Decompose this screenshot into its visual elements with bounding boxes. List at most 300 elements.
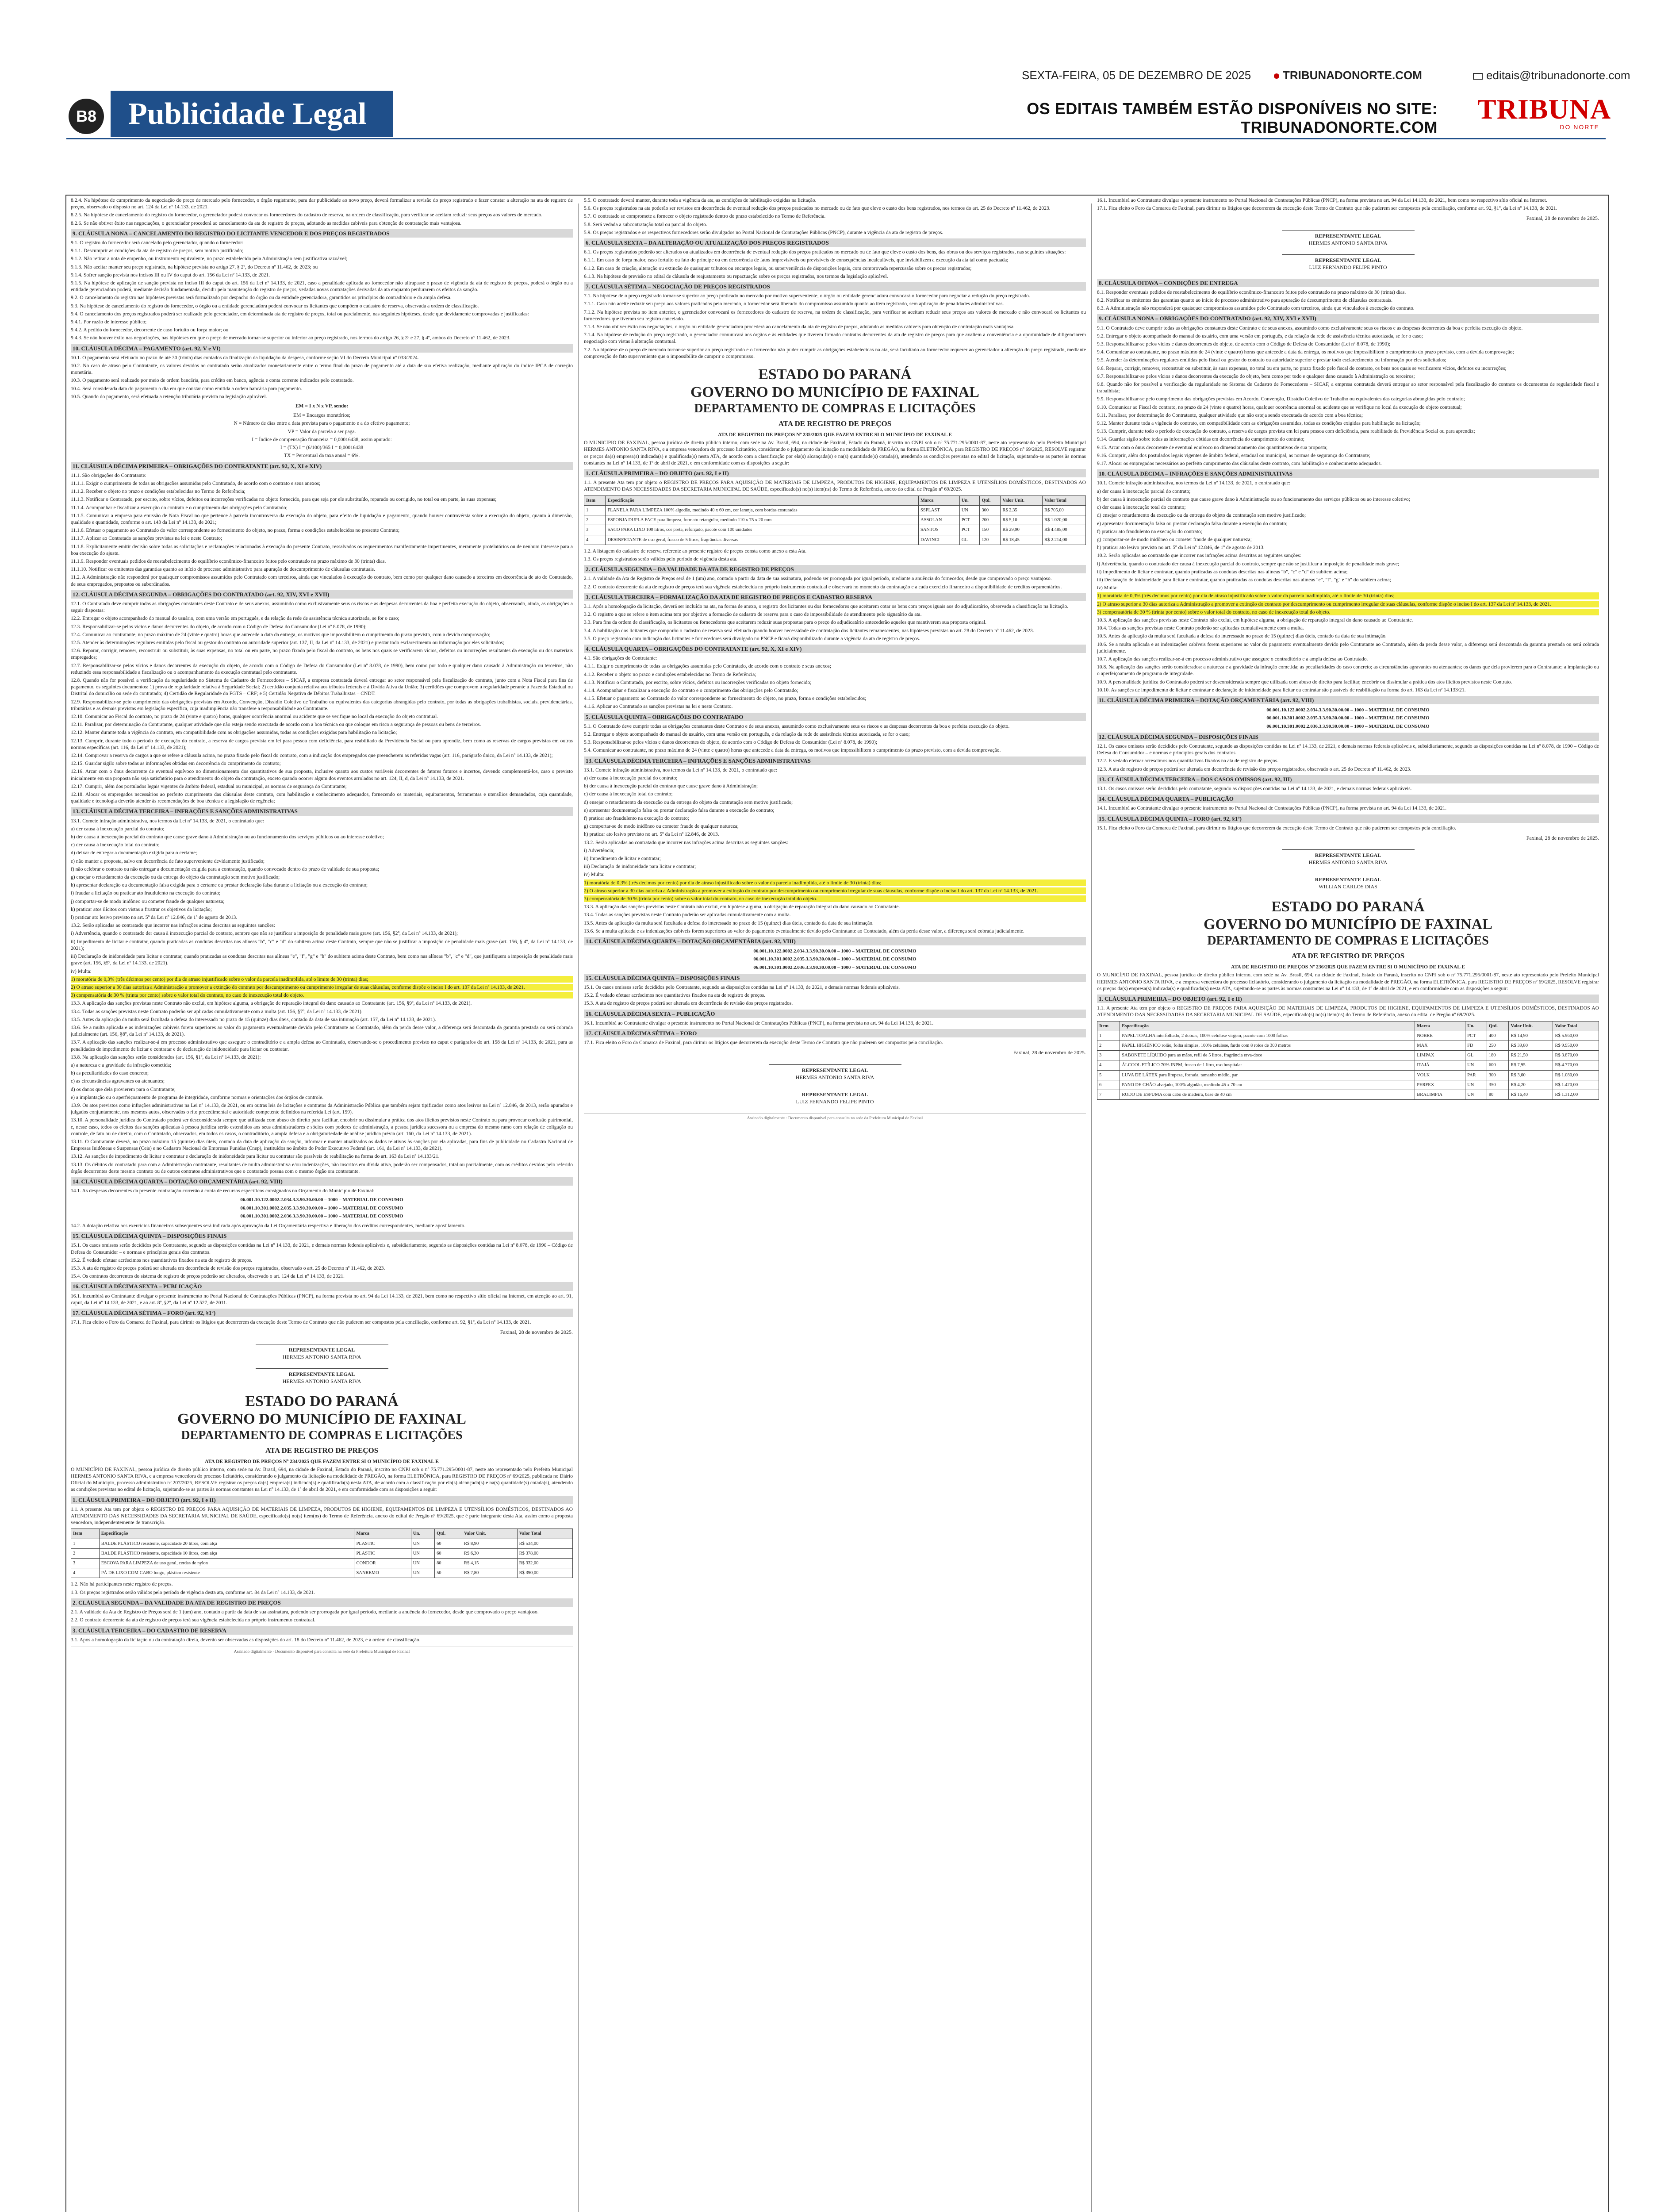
- paragraph: 12.1. Os casos omissos serão decididos pelo Contratante, segundo as disposições contidas na Lei nº 14.133, de 2021, e demais normas federais aplicáveis e, subsidiariamente, segundo as disposições contidas na Lei nº 8.078, de 1990 – Código de Defesa do Consumidor – e normas e princípios gerais dos contratos.: [1097, 743, 1599, 756]
- table-cell: ESPONJA DUPLA FACE para limpeza, formato retangular, medindo 110 x 75 x 20 mm: [606, 515, 919, 525]
- highlighted-penalties: [71, 976, 573, 999]
- paragraph: 9.14. Guardar sigilo sobre todas as informações obtidas em decorrência do cumprimento do contrato;: [1097, 436, 1305, 442]
- table-cell: R$ 1.470,00: [1553, 1080, 1599, 1090]
- table-cell: UN: [1465, 1090, 1487, 1100]
- paragraph: 12.6. Reparar, corrigir, remover, reconstruir ou substituir, às suas expensas, no total ou em parte, no prazo fixado pelo fiscal do contrato, os bens nos quais se verificarem vícios, defeitos ou incorreções resultantes da execução ou dos materiais empregados;: [71, 648, 573, 661]
- paragraph: e) a implantação ou o aperfeiçoamento de programa de integridade, conforme normas e orientações dos órgãos de controle.: [71, 1094, 324, 1100]
- paragraph: 15.4. Os contratos decorrentes do sistema de registro de preços poderão ser alterados, observado o art. 124 da Lei nº 14.133, de 2021.: [71, 1273, 345, 1279]
- paragraph: h) apresentar declaração ou documentação falsa exigida para o certame ou prestar declaração falsa durante a licitação ou a execução do contrato;: [71, 882, 368, 888]
- paragraph: 5.9. Os preços registrados e os respectivos fornecedores serão divulgados no Portal Nacional de Contratações Públicas (PNCP), durante a vigência da ata de registro de preços.: [584, 229, 943, 235]
- table-row: [1097, 1041, 1599, 1051]
- paragraph: 10.10. As sanções de impedimento de licitar e contratar e declaração de inidoneidade para licitar ou contratar são passíveis de reabilitação na forma do art. 163 da Lei nº 14.133/21.: [1097, 687, 1466, 693]
- paragraph: 06.001.10.301.0002.2.035.3.3.90.30.00.00 – 1000 – MATERIAL DE CONSUMO: [240, 1205, 403, 1211]
- paragraph: 15.1. Os casos omissos serão decididos pelo Contratante, segundo as disposições contidas na Lei nº 14.133, de 2021, e demais normas federais aplicáveis.: [584, 984, 900, 991]
- paragraph-group: [71, 1000, 573, 1175]
- paragraph: 5.4. Comunicar ao contratante, no prazo máximo de 24 (vinte e quatro) horas que antecede a data da entrega, os motivos que impossibilitem o cumprimento do prazo previsto, com a devida comprovação.: [584, 747, 1001, 753]
- ata-title: ATA DE REGISTRO DE PREÇOS: [778, 419, 892, 428]
- state-name: ESTADO DO PARANÁ: [245, 1393, 399, 1409]
- paragraph-group: [584, 903, 1086, 934]
- table-cell: SACO PARA LIXO 100 litros, cor preta, reforçado, pacote com 100 unidades: [606, 525, 919, 535]
- paragraph: 9.7. Responsabilizar-se pelos vícios e danos decorrentes da execução do objeto, bem como por todo e qualquer dano causado à Administração ou terceiros;: [1097, 373, 1415, 379]
- table-cell: PCT: [959, 525, 980, 535]
- table-cell: 3: [584, 525, 606, 535]
- table-cell: 400: [1487, 1031, 1509, 1041]
- paragraph: 13.3. A aplicação das sanções previstas neste Contrato não exclui, em hipótese alguma, a obrigação de reparação integral do dano causado ao Contratante (art. 156, §9º, da Lei nº 14.133, de 2021).: [71, 1000, 472, 1006]
- table-cell: 180: [1487, 1051, 1509, 1060]
- table-cell: R$ 21,50: [1509, 1051, 1553, 1060]
- paragraph: 5.8. Será vedada a subcontratação total ou parcial do objeto.: [584, 221, 707, 227]
- table-cell: UN: [411, 1559, 434, 1568]
- signatory-name: HERMES ANTONIO SANTA RIVA: [282, 1353, 361, 1360]
- footer-note: Assinado digitalmente · Documento disponível para consulta na sede da Prefeitura Municipal de Faxinal: [584, 1113, 1086, 1122]
- table-cell: R$ 4.485,00: [1043, 525, 1086, 535]
- table-row: [584, 515, 1086, 525]
- paragraph: 6.1.1. Em caso de força maior, caso fortuito ou fato do príncipe ou em decorrência de fatos imprevisíveis ou previsíveis de consequências incalculáveis, que inviabilizem a execução da ata tal como pactuada;: [584, 257, 1009, 263]
- paragraph: 13.5. Antes da aplicação da multa será facultada a defesa do interessado no prazo de 15 (quinze) dias úteis, contado da data de sua intimação.: [584, 920, 874, 926]
- paragraph: 16.1. Incumbirá ao Contratante divulgar o presente instrumento no Portal Nacional de Contratações Públicas (PNCP), na forma prevista no art. 94 da Lei 14.133, de 2021.: [584, 1020, 934, 1026]
- highlighted-line: 3) compensatória de 30 % (trinta por cento) sobre o valor total do contrato, no caso de inexecução total do objeto.: [1097, 609, 1599, 615]
- paragraph: 9.1.1. Descumprir as condições da ata de registro de preços, sem motivo justificado;: [71, 248, 244, 254]
- clause-heading: 13. CLÁUSULA DÉCIMA TERCEIRA – DOS CASOS OMISSOS (art. 92, III): [1097, 775, 1599, 783]
- column-header: Un.: [959, 495, 980, 505]
- table-cell: 1: [1097, 1031, 1120, 1041]
- paragraph: 4.1.5. Efetuar o pagamento ao Contratado do valor correspondente ao fornecimento do objeto, no prazo, forma e condições estabelecidos;: [584, 695, 867, 702]
- highlighted-line: 1) moratória de 0,3% (três décimos por cento) por dia de atraso injustificado sobre o valor da parcela inadimplida, até o limite de 30 (trinta) dias;: [71, 976, 573, 983]
- paragraph: 5.5. O contratado deverá manter, durante toda a vigência da ata, as condições de habilitação exigidas na licitação.: [584, 197, 817, 203]
- paragraph: 2.1. A validade da Ata de Registro de Preços será de 1 (um) ano, contado a partir da data de sua assinatura, podendo ser prorrogada por igual período, mediante a anuência do fornecedor, desde que comprovado o preço vantajoso.: [584, 576, 1052, 582]
- table-cell: PERFEX: [1415, 1080, 1465, 1090]
- table-row: [1097, 1070, 1599, 1080]
- paragraph-group: [1097, 197, 1599, 211]
- paragraph: 3.5. O preço registrado com indicação dos licitantes e fornecedores será divulgado no PNCP e ficará disponibilizado durante a vigência da ata de registro de preços.: [584, 635, 920, 641]
- column-header: Especificação: [1120, 1021, 1415, 1031]
- highlighted-line: 3) compensatória de 30 % (trinta por cento) sobre o valor total do contrato, no caso de inexecução total do objeto.: [71, 992, 573, 998]
- paragraph: 13.11. O Contratante deverá, no prazo máximo 15 (quinze) dias úteis, contado da data de aplicação da sanção, informar e manter atualizados os dados relativos às sanções por ela aplicadas, para fins de publicidade no Cadastro Nacional de Empresas Inidôneas e Suspensas (Ceis) e no Cadastro Nacional de Empresas Punidas (Cnep), instituídos no âmbito do Poder Executivo Federal (art. 161, da Lei nº 14.133, de 2021).: [71, 1138, 573, 1152]
- table-cell: R$ 4.770,00: [1553, 1060, 1599, 1070]
- table-cell: R$ 705,00: [1043, 505, 1086, 515]
- clause-heading: 1. CLÁUSULA PRIMEIRA – DO OBJETO (art. 92, I e II): [71, 1496, 573, 1504]
- table-cell: SANTOS: [919, 525, 960, 535]
- paragraph: 12.17. Cumprir, além dos postulados legais vigentes de âmbito federal, estadual ou municipal, as normas de segurança do Contratante;: [71, 783, 347, 789]
- table-cell: UN: [959, 505, 980, 515]
- paragraph: 10.2. No caso de atraso pelo Contratante, os valores devidos ao contratado serão atualizados monetariamente entre o termo final do prazo de pagamento até a data de sua efetiva realização, mediante aplicação do índice IPCA de correção monetária.: [71, 363, 573, 376]
- paragraph: 9.6. Reparar, corrigir, remover, reconstruir ou substituir, às suas expensas, no total ou em parte, no prazo fixado pelo fiscal do contrato, os bens nos quais se verificarem vícios, defeitos ou incorreções;: [1097, 365, 1507, 371]
- column-header: Un.: [1465, 1021, 1487, 1031]
- table-cell: BALDE PLÁSTICO resistente, capacidade 20 litros, com alça: [99, 1539, 354, 1548]
- paragraph: a) der causa à inexecução parcial do contrato;: [71, 826, 165, 832]
- paragraph-group: [584, 197, 1086, 236]
- signature-line: [1282, 254, 1415, 255]
- table-cell: ESCOVA PARA LIMPEZA de uso geral, cerdas de nylon: [99, 1559, 354, 1568]
- budget-lines: [71, 1197, 573, 1220]
- email-link[interactable]: [1473, 69, 1630, 82]
- highlighted-line: 2) O atraso superior a 30 dias autoriza a Administração a promover a extinção do contrato por descumprimento ou cumprimento irregular de suas cláusulas, conforme dispõe o inciso I do art. 137 da Lei nº 14.133, de 2021.: [71, 984, 573, 991]
- table-cell: 50: [435, 1568, 462, 1578]
- paragraph: iii) Declaração de inidoneidade para licitar e contratar, quando praticadas as condutas descritas nas alíneas "e", "f", "g" e "h" do subitem acima deste Contrato, bem como nas alíneas "b", "c" e "d", que justifiquem a imposição de penalidade mais grave (art. 156, §5º, da Lei nº 14.133, de 2021).: [71, 953, 573, 966]
- signatory-name: WILLIAN CARLOS DIAS: [1319, 883, 1377, 890]
- paragraph: 13.1. Comete infração administrativa, nos termos da Lei nº 14.133, de 2021, o contratado que:: [71, 818, 264, 824]
- paragraph: 10.3. O pagamento será realizado por meio de ordem bancária, para crédito em banco, agência e conta corrente indicados pelo contratado.: [71, 377, 354, 384]
- paragraph: 12.2. Entregar o objeto acompanhado do manual do usuário, com uma versão em português, e da relação da rede de assistência técnica autorizada, se for o caso;: [71, 615, 399, 622]
- table-cell: ITAJÁ: [1415, 1060, 1465, 1070]
- paragraph: 17.1. Fica eleito o Foro da Comarca de Faxinal, para dirimir os litígios que decorrerem da execução deste Termo de Contrato que não puderem ser compostos pela conciliação.: [584, 1040, 943, 1046]
- table-cell: UN: [411, 1568, 434, 1578]
- paragraph: i) Advertência, quando o contratado der causa à inexecução parcial do contrato, sempre que não se justificar a imposição de penalidade mais grave (art. 156, §2º, da Lei nº 14.133, de 2021);: [71, 930, 458, 937]
- table-cell: R$ 1.080,00: [1553, 1070, 1599, 1080]
- paragraph: 5.1. O Contratado deve cumprir todas as obrigações constantes deste Contrato e de seus anexos, assumindo como exclusivamente seus os riscos e as despesas decorrentes da boa e perfeita execução do objeto.: [584, 723, 1010, 729]
- clause-heading: 13. CLÁUSULA DÉCIMA TERCEIRA – INFRAÇÕES E SANÇÕES ADMINISTRATIVAS: [71, 807, 573, 815]
- table-cell: R$ 5.960,00: [1553, 1031, 1599, 1041]
- paragraph: 12.12. Manter durante toda a vigência do contrato, em compatibilidade com as obrigações assumidas, todas as condições exigidas para habilitação na licitação;: [71, 730, 397, 736]
- table-cell: FD: [1465, 1041, 1487, 1051]
- paragraph: 12.13. Cumprir, durante todo o período de execução do contrato, a reserva de cargos prevista em lei para pessoa com deficiência, para reabilitado da Previdência Social ou para aprendiz, bem como as reservas de cargos previstas em outras normas específicas (art. 116, da Lei nº 14.133, de 2021);: [71, 737, 573, 750]
- paragraph: 12.1. O Contratado deve cumprir todas as obrigações constantes deste Contrato e de seus anexos, assumindo como exclusivamente seus os riscos e as despesas decorrentes da boa e perfeita execução do objeto, observando, ainda, as obrigações a seguir dispostas:: [71, 600, 573, 614]
- highlighted-line: 2) O atraso superior a 30 dias autoriza a Administração a promover a extinção do contrato por descumprimento ou cumprimento irregular de suas cláusulas, conforme dispõe o inciso I do art. 137 da Lei nº 14.133, de 2021.: [1097, 601, 1599, 607]
- table-cell: R$ 534,00: [517, 1539, 572, 1548]
- table-row: [1097, 1090, 1599, 1100]
- paragraph: 11.1.6. Efetuar o pagamento ao Contratado do valor correspondente ao fornecimento do objeto, no prazo, forma e condições estabelecidos no presente Contrato;: [71, 527, 400, 534]
- table-row: [1097, 1031, 1599, 1041]
- email-label: editais@tribunadonorte.com: [1486, 69, 1630, 82]
- paragraph: 11.1. São obrigações do Contratante:: [71, 472, 146, 478]
- paragraph: a) a natureza e a gravidade da infração cometida;: [71, 1062, 172, 1068]
- table-cell: 60: [435, 1548, 462, 1558]
- paragraph-group: [1097, 480, 1599, 591]
- table-cell: R$ 9.950,00: [1553, 1041, 1599, 1051]
- state-name: ESTADO DO PARANÁ: [758, 366, 912, 383]
- table-cell: R$ 390,00: [517, 1568, 572, 1578]
- paragraph: 06.001.10.301.0002.2.036.3.3.90.30.00.00 – 1000 – MATERIAL DE CONSUMO: [240, 1213, 403, 1219]
- section-title: Publicidade Legal: [111, 91, 393, 137]
- paragraph: d) os danos que dela provierem para o Contratante;: [71, 1086, 176, 1092]
- table-cell: R$ 4,15: [462, 1559, 518, 1568]
- ata-intro: ATA DE REGISTRO DE PREÇOS Nº 236/2025 QUE FAZEM ENTRE SI O MUNICÍPIO DE FAXINAL E: [1231, 964, 1465, 970]
- table-row: [584, 535, 1086, 545]
- paragraph: 12.5. Atender às determinações regulares emitidas pelo fiscal ou gestor do contrato ou autoridade superior (art. 137, II, da Lei nº 14.133, de 2021) e prestar todo esclarecimento ou informação por eles solicitados;: [71, 639, 505, 645]
- department-name: DEPARTAMENTO DE COMPRAS E LICITAÇÕES: [1207, 934, 1489, 948]
- paragraph: 14.2. A dotação relativa aos exercícios financeiros subsequentes será indicada após aprovação da Lei Orçamentária respectiva e liberação dos créditos correspondentes, mediante apostilamento.: [71, 1223, 466, 1229]
- paragraph: 06.001.10.122.0002.2.034.3.3.90.30.00.00 – 1000 – MATERIAL DE CONSUMO: [240, 1197, 403, 1203]
- signature-block: [1097, 254, 1599, 271]
- table-cell: NOBRE: [1415, 1031, 1465, 1041]
- paragraph: 10.3. A aplicação das sanções previstas neste Contrato não exclui, em hipótese alguma, a obrigação de reparação integral do dano causado ao Contratante.: [1097, 617, 1413, 623]
- clause-heading: 12. CLÁUSULA DÉCIMA SEGUNDA – DISPOSIÇÕES FINAIS: [1097, 733, 1599, 741]
- paragraph: 9.4.2. A pedido do fornecedor, decorrente de caso fortuito ou força maior; ou: [71, 327, 229, 333]
- paragraph: 1.2. A listagem do cadastro de reserva referente ao presente registro de preços consta como anexo a esta Ata.: [584, 548, 807, 554]
- paragraph: e) apresentar documentação falsa ou prestar declaração falsa durante a execução do contrato;: [1097, 520, 1288, 526]
- table-cell: 5: [1097, 1070, 1120, 1080]
- table-cell: PAPEL HIGIÊNICO rolão, folha simples, 100% celulose, fardo com 8 rolos de 300 metros: [1120, 1041, 1415, 1051]
- government-header: [71, 1393, 573, 1455]
- paragraph: 11.1.7. Aplicar ao Contratado as sanções previstas na lei e neste Contrato;: [71, 535, 222, 541]
- table-cell: RODO DE ESPUMA com cabo de madeira, base de 40 cm: [1120, 1090, 1415, 1100]
- paragraph: 13.6. Se a multa aplicada e as indenizações cabíveis forem superiores ao valor do pagamento eventualmente devido pelo Contratante ao Contratado, além da perda desse valor, a diferença será descontada da garantia prestada ou será cobrada judicialmente (art. 156, §8º, da Lei nº 14.133, de 2021).: [71, 1024, 573, 1037]
- column-header: Especificação: [99, 1529, 354, 1539]
- table-cell: R$ 7,80: [462, 1568, 518, 1578]
- paragraph: 15.1. Os casos omissos serão decididos pelo Contratante, segundo as disposições contidas na Lei nº 14.133, de 2021, e demais normas federais aplicáveis e, subsidiariamente, segundo as disposições contidas na Lei nº 8.078, de 1990 – Código de Defesa do Consumidor – e normas e princípios gerais dos contratos.: [71, 1242, 573, 1255]
- column-header: Valor Total: [517, 1529, 572, 1539]
- paragraph: 2.2. O contrato decorrente da ata de registro de preços terá sua vigência estabelecida no próprio instrumento contratual e observará no momento da contratação e a cada exercício financeiro a disponibilidade de créditos orçamentários.: [584, 584, 1062, 590]
- table-cell: ASSOLAN: [919, 515, 960, 525]
- department-name: DEPARTAMENTO DE COMPRAS E LICITAÇÕES: [181, 1428, 463, 1442]
- signatory-title: REPRESENTANTE LEGAL: [1315, 876, 1381, 883]
- table-cell: CONDOR: [354, 1559, 411, 1568]
- column-header: Item: [1097, 1021, 1120, 1031]
- paragraph: 4.1.6. Aplicar ao Contratado as sanções previstas na lei e neste Contrato.: [584, 703, 733, 710]
- table-row: [71, 1559, 573, 1568]
- paragraph: b) der causa à inexecução parcial do contrato que cause grave dano à Administração ou ao funcionamento dos serviços públicos ou ao interesse coletivo;: [1097, 496, 1410, 502]
- paragraph-group: [584, 548, 1086, 562]
- table-cell: 4: [1097, 1060, 1120, 1070]
- paragraph: 6.1.2. Em caso de criação, alteração ou extinção de quaisquer tributos ou encargos legais, ou superveniência de disposições legais, com comprovada repercussão sobre os preços registrados;: [584, 265, 972, 271]
- signatory-name: HERMES ANTONIO SANTA RIVA: [1308, 859, 1388, 866]
- signature-line: [1282, 849, 1415, 850]
- site-notice: OS EDITAIS TAMBÉM ESTÃO DISPONÍVEIS NO SITE: TRIBUNADONORTE.COM: [1027, 100, 1438, 136]
- table-cell: R$ 8,90: [462, 1539, 518, 1548]
- paragraph: 13.1. Os casos omissos serão decididos pelo contratante, segundo as disposições contidas na Lei nº 14.133, de 2021, e demais normas federais aplicáveis.: [1097, 786, 1412, 791]
- paragraph: 10.5. Quando do pagamento, será efetuada a retenção tributária prevista na legislação aplicável.: [71, 393, 267, 399]
- paragraph: i) Advertência, quando o contratado der causa à inexecução parcial do contrato, sempre que não se justificar a imposição de penalidade mais grave;: [1097, 561, 1400, 567]
- paragraph: 4.1.4. Acompanhar e fiscalizar a execução do contrato e o cumprimento das obrigações pelo Contratado;: [584, 687, 798, 693]
- table-cell: SABONETE LÍQUIDO para as mãos, refil de 5 litros, fragrância erva-doce: [1120, 1051, 1415, 1060]
- paragraph-group: [71, 600, 573, 804]
- highlighted-penalties: [584, 879, 1086, 902]
- paragraph: TX = Percentual da taxa anual = 6%.: [284, 453, 360, 459]
- paragraph: 13.5. Antes da aplicação da multa será facultada a defesa do interessado no prazo de 15 (quinze) dias úteis, contado da data de sua intimação (art. 157, da Lei nº 14.133, de 2021).: [71, 1016, 436, 1022]
- table-cell: R$ 29,90: [1001, 525, 1043, 535]
- paragraph-group: [71, 1187, 573, 1194]
- signature-block: [71, 1368, 573, 1385]
- paragraph-group: [71, 472, 573, 588]
- clause-heading: 9. CLÁUSULA NONA – CANCELAMENTO DO REGISTRO DO LICITANTE VENCEDOR E DOS PREÇOS REGISTRADOS: [71, 229, 573, 238]
- section-header: [0, 91, 1672, 137]
- column-header: Qtd.: [1487, 1021, 1509, 1031]
- column-1: [71, 197, 573, 1655]
- site-link[interactable]: [1274, 69, 1422, 82]
- clause-heading: 3. CLÁUSULA TERCEIRA – FORMALIZAÇÃO DA ATA DE REGISTRO DE PREÇOS E CADASTRO RESERVA: [584, 593, 1086, 601]
- paragraph: 12.2. É vedado efetuar acréscimos nos quantitativos fixados na ata de registro de preços.: [1097, 758, 1279, 764]
- object-clause: 1.1. A presente Ata tem por objeto o REGISTRO DE PREÇOS PARA AQUISIÇÃO DE MATERIAIS DE LIMPEZA, PRODUTOS DE HIGIENE, EQUIPAMENTOS DE LIMPEZA E UTENSÍLIOS DOMÉSTICOS, DESTINADOS AO ATENDIMENTO DAS NECESSIDADES DA SECRETARIA MUNICIPAL DE SAÚDE, especificado(s) no(s) item(ns) do Termo de Referência, anexo do edital de Pregão nº 69/2025.: [1097, 1005, 1599, 1018]
- paragraph-group: [1097, 617, 1599, 693]
- paragraph: VP = Valor da parcela a ser paga.: [288, 428, 356, 434]
- items-table: [584, 495, 1086, 545]
- paragraph-group: [71, 1222, 573, 1229]
- paragraph: 13.1. Comete infração administrativa, nos termos da Lei nº 14.133, de 2021, o contratado que:: [584, 767, 777, 773]
- table-cell: PCT: [1465, 1031, 1487, 1041]
- paragraph: g) comportar-se de modo inidôneo ou cometer fraude de qualquer natureza;: [584, 823, 739, 830]
- paragraph: d) ensejar o retardamento da execução ou da entrega do objeto da contratação sem motivo justificado;: [1097, 512, 1306, 518]
- paragraph: e) apresentar documentação falsa ou prestar declaração falsa durante a execução do contrato;: [584, 807, 775, 813]
- paragraph: 16.1. Incumbirá ao Contratante divulgar o presente instrumento no Portal Nacional de Contratações Públicas (PNCP), na forma prevista no art. 94 da Lei 14.133, de 2021, bem como no respectivo sítio oficial na Internet.: [1097, 197, 1547, 203]
- paragraph: I = (TX) I = (6/100)/365 I = 0,00016438: [280, 445, 364, 451]
- paragraph: 11.1.4. Acompanhar e fiscalizar a execução do contrato e o cumprimento das obrigações pelo Contratado;: [71, 504, 288, 511]
- paragraph-group: [584, 655, 1086, 710]
- paragraph: 9.4. O cancelamento dos preços registrados poderá ser realizado pelo gerenciador, em determinada ata de registro de preços, total ou parcialmente, nas seguintes hipóteses, desde que devidamente comprovadas e justificadas:: [71, 311, 529, 317]
- paragraph: 3.2. O registro a que se refere o item acima tem por objetivo a formação de cadastro de reserva para o caso de impossibilidade de atendimento pelo signatário da ata.: [584, 611, 922, 618]
- clause-heading: 15. CLÁUSULA DÉCIMA QUINTA – DISPOSIÇÕES FINAIS: [584, 974, 1086, 982]
- paragraph: d) deixar de entregar a documentação exigida para o certame;: [71, 850, 197, 856]
- paragraph: 12.18. Alocar os empregados necessários ao perfeito cumprimento das cláusulas deste contrato, com habilitação e conhecimento adequados, fornecendo os materiais, equipamentos, ferramentas e utensílios demandados, cuja quantidade, qualidade e tecnologia deverão atender às recomendações de boa técnica e a legislação de regência;: [71, 791, 573, 804]
- paragraph: N = Número de dias entre a data prevista para o pagamento e a do efetivo pagamento;: [234, 420, 410, 426]
- paragraph: 4.1.2. Receber o objeto no prazo e condições estabelecidas no Termo de Referência;: [584, 671, 756, 677]
- signatory-title: REPRESENTANTE LEGAL: [1315, 232, 1381, 239]
- municipality-name: GOVERNO DO MUNICÍPIO DE FAXINAL: [177, 1410, 466, 1427]
- table-cell: BALDE PLÁSTICO resistente, capacidade 10 litros, com alça: [99, 1548, 354, 1558]
- paragraph: 15.3. A ata de registro de preços poderá ser alterada em decorrência de revisão dos preços registrados.: [584, 1000, 793, 1006]
- table-cell: DESINFETANTE de uso geral, frasco de 5 litros, fragrâncias diversas: [606, 535, 919, 545]
- clause-heading: 13. CLÁUSULA DÉCIMA TERCEIRA – INFRAÇÕES E SANÇÕES ADMINISTRATIVAS: [584, 757, 1086, 765]
- clause-heading: 6. CLÁUSULA SEXTA – DA ALTERAÇÃO OU ATUALIZAÇÃO DOS PREÇOS REGISTRADOS: [584, 238, 1086, 247]
- paragraph: EM = Encargos moratórios;: [293, 412, 350, 419]
- paragraph: 06.001.10.301.0002.2.036.3.3.90.30.00.00 – 1000 – MATERIAL DE CONSUMO: [753, 964, 917, 970]
- paragraph: 4.1.3. Notificar o Contratado, por escrito, sobre vícios, defeitos ou incorreções verificadas no objeto fornecido;: [584, 679, 812, 685]
- paragraph: 06.001.10.122.0002.2.034.3.3.90.30.00.00 – 1000 – MATERIAL DE CONSUMO: [753, 949, 917, 954]
- table-row: [71, 1548, 573, 1558]
- column-header: Qtd.: [435, 1529, 462, 1539]
- paragraph: 5.6. Os preços registrados na ata poderão ser revistos em decorrência de eventual redução dos preços praticados no mercado ou de fato que eleve o custo dos bens registrados, nos termos do art. 25 do Decreto nº 11.462, de 2023.: [584, 205, 1051, 211]
- paragraph: 13.12. As sanções de impedimento de licitar e contratar e declaração de inidoneidade para licitar ou contratar são passíveis de reabilitação na forma do art. 163 da Lei nº 14.133/21.: [71, 1153, 440, 1160]
- highlighted-line: 1) moratória de 0,3% (três décimos por cento) por dia de atraso injustificado sobre o valor da parcela inadimplida, até o limite de 30 (trinta) dias;: [1097, 592, 1599, 599]
- newspaper-logo: [1477, 93, 1611, 131]
- paragraph: 8.2.4. Na hipótese de cumprimento da negociação do preço de mercado pelo fornecedor, o órgão registrante, para dar publicidade ao novo preço, deverá formalizar a revisão do preço registrado e fazer constar a alteração na ata de registro de preços, observado o disposto no art. 124 da Lei nº 14.133, de 2021.: [71, 197, 573, 210]
- table-cell: R$ 39,80: [1509, 1041, 1553, 1051]
- paragraph: 13.13. Os débitos do contratado para com a Administração contratante, resultantes de multa administrativa e/ou indenizações, não inscritos em dívida ativa, poderão ser compensados, total ou parcialmente, com os créditos devidos pelo referido órgão decorrentes deste mesmo contrato ou de outros contratos administrativos que o contratado possua com o mesmo órgão ora contratante.: [71, 1161, 573, 1174]
- table-cell: 3: [1097, 1051, 1120, 1060]
- place-date: Faxinal, 28 de novembro de 2025.: [1526, 835, 1599, 841]
- paragraph: d) ensejar o retardamento da execução ou da entrega do objeto da contratação sem motivo justificado;: [584, 799, 793, 805]
- table-cell: 60: [435, 1539, 462, 1548]
- paragraph: 15.2. É vedado efetuar acréscimos nos quantitativos fixados na ata de registro de preços.: [71, 1257, 253, 1263]
- paragraph: 9.11. Paralisar, por determinação do Contratante, qualquer atividade que não esteja sendo executada de acordo com a boa técnica;: [1097, 412, 1363, 418]
- table-cell: VOLK: [1415, 1070, 1465, 1080]
- site-label: TRIBUNADONORTE.COM: [1283, 69, 1422, 82]
- table-header-row: [71, 1529, 573, 1539]
- paragraph: 06.001.10.301.0002.2.036.3.3.90.30.00.00 – 1000 – MATERIAL DE CONSUMO: [1266, 723, 1430, 729]
- paragraph: 12.8. Quando não for possível a verificação da regularidade no Sistema de Cadastro de Fornecedores – SICAF, a empresa contratada deverá entregar ao setor responsável pela fiscalização do contrato, junto com a Nota Fiscal para fins de pagamento, os seguintes documentos: 1) prova de regularidade relativa à Seguridade Social; 2) certidão conjunta relativa aos tributos federais e à Dívida Ativa da União; 3) certidões que comprovem a regularidade perante a Fazenda Estadual ou Distrital do domicílio ou sede do contratado; 4) Certidão de Regularidade do FGTS – CRF; e 5) Certidão Negativa de Débitos Trabalhistas – CNDT.: [71, 677, 573, 697]
- paragraph: 9.1. O Contratado deve cumprir todas as obrigações constantes deste Contrato e de seus anexos, assumindo como exclusivamente seus os riscos e as despesas decorrentes da boa e perfeita execução do objeto.: [1097, 325, 1523, 331]
- table-cell: 600: [1487, 1060, 1509, 1070]
- paragraph: 1.3. Os preços registrados serão válidos pelo período de vigência desta ata, conforme art. 84 da Lei nº 14.133, de 2021.: [71, 1589, 315, 1595]
- items-table: [71, 1528, 573, 1578]
- paragraph: 9.13. Cumprir, durante todo o período de execução do contrato, a reserva de cargos prevista em lei para pessoa com deficiência, para reabilitado da Previdência Social ou para aprendiz;: [1097, 428, 1475, 434]
- paragraph-group: [584, 292, 1086, 360]
- paragraph: a) der causa à inexecução parcial do contrato;: [584, 775, 678, 781]
- paragraph: g) comportar-se de modo inidôneo ou cometer fraude de qualquer natureza;: [1097, 536, 1252, 542]
- table-cell: 120: [980, 535, 1001, 545]
- table-cell: UN: [1465, 1060, 1487, 1070]
- paragraph-group: [584, 984, 1086, 1007]
- paragraph: 8.3. A Administração não responderá por quaisquer compromissos assumidos pelo Contratado com terceiros, ainda que vinculados à execução do contrato.: [1097, 305, 1415, 311]
- paragraph: 12.11. Paralisar, por determinação do Contratante, qualquer atividade que não esteja sendo executada de acordo com a boa técnica ou que coloque em risco a segurança de pessoas ou bens de terceiros.: [71, 722, 481, 728]
- paragraph: 11.2. A Administração não responderá por quaisquer compromissos assumidos pelo Contratado com terceiros, ainda que vinculados à execução do contrato, bem como por qualquer dano causado a terceiros em decorrência de ato do Contratado, de seus empregados, prepostos ou subordinados.: [71, 574, 573, 587]
- table-cell: 6: [1097, 1080, 1120, 1090]
- ata-intro: ATA DE REGISTRO DE PREÇOS Nº 235/2025 QUE FAZEM ENTRE SI O MUNICÍPIO DE FAXINAL E: [718, 432, 952, 438]
- signature-line: [769, 1064, 901, 1065]
- paragraph: 4.1. São obrigações do Contratante:: [584, 655, 657, 661]
- state-name: ESTADO DO PARANÁ: [1271, 899, 1425, 915]
- paragraph: 13.8. Na aplicação das sanções serão considerados (art. 156, §1º, da Lei nº 14.133, de 2021):: [71, 1054, 261, 1060]
- items-table: [1097, 1021, 1599, 1100]
- paragraph: c) as circunstâncias agravantes ou atenuantes;: [71, 1078, 165, 1084]
- table-cell: SSPLAST: [919, 505, 960, 515]
- header-rule: [66, 138, 1606, 139]
- table-cell: R$ 378,00: [517, 1548, 572, 1558]
- signature-block: [1097, 874, 1599, 890]
- clause-heading: 8. CLÁUSULA OITAVA – CONDIÇÕES DE ENTREGA: [1097, 279, 1599, 287]
- paragraph: 11.1.3. Notificar o Contratado, por escrito, sobre vícios, defeitos ou incorreções verificadas no objeto fornecido, para que seja por ele substituído, reparado ou corrigido, no total ou em parte, às suas expensas;: [71, 496, 497, 503]
- highlighted-line: 3) compensatória de 30 % (trinta por cento) sobre o valor total do contrato, no caso de inexecução total do objeto.: [584, 895, 1086, 902]
- signatory-title: REPRESENTANTE LEGAL: [1315, 257, 1381, 263]
- place-date: Faxinal, 28 de novembro de 2025.: [1013, 1049, 1086, 1056]
- paragraph: 9.2. O cancelamento do registro nas hipóteses previstas será formalizado por despacho do órgão ou da entidade gerenciadora, garantidos os princípios do contraditório e da ampla defesa.: [71, 295, 452, 301]
- column-header: Valor Unit.: [1001, 495, 1043, 505]
- column-divider: [1091, 204, 1092, 2212]
- ata-preamble: O MUNICÍPIO DE FAXINAL, pessoa jurídica de direito público interno, com sede na Av. Brasil, 694, na cidade de Faxinal, Estado do Paraná, inscrito no CNPJ sob o nº 75.771.295/0001-87, neste ato representado pelo Prefeito Municipal HERMES ANTONIO SANTA RIVA, e a empresa vencedora do processo licitatório, considerando o julgamento da licitação na modalidade de PREGÃO, na forma ELETRÔNICA, para REGISTRO DE PREÇOS nº 69/2025, RESOLVE registrar os preços da(s) empresa(s) indicada(s) e qualificada(s) nesta ATA, sujeitando-se as partes às normas constantes na Lei nº 14.133, de 1º de abril de 2021, e em conformidade com as disposições a seguir:: [1097, 972, 1599, 991]
- table-row: [71, 1539, 573, 1548]
- paragraph: 13.2. Serão aplicadas ao contratado que incorrer nas infrações acima descritas as seguintes sanções:: [584, 839, 788, 845]
- paragraph: 9.15. Arcar com o ônus decorrente de eventual equívoco no dimensionamento dos quantitativos de sua proposta;: [1097, 444, 1328, 450]
- column-header: Valor Total: [1043, 495, 1086, 505]
- paragraph-group: [584, 1039, 1086, 1046]
- table-cell: R$ 1.312,00: [1553, 1090, 1599, 1100]
- table-cell: 80: [435, 1559, 462, 1568]
- clause-heading: 1. CLÁUSULA PRIMEIRA – DO OBJETO (art. 92, I e II): [584, 469, 1086, 477]
- paragraph: 9.17. Alocar os empregados necessários ao perfeito cumprimento das cláusulas deste contrato, com habilitação e conhecimento adequados.: [1097, 461, 1382, 467]
- ata-title: ATA DE REGISTRO DE PREÇOS: [1291, 952, 1405, 960]
- paragraph: 9.4. Comunicar ao contratante, no prazo máximo de 24 (vinte e quatro) horas que antecede a data da entrega, os motivos que impossibilitem o cumprimento do prazo previsto, com a devida comprovação;: [1097, 349, 1514, 355]
- table-cell: R$ 3,60: [1509, 1070, 1553, 1080]
- paragraph: 13.9. Os atos previstos como infrações administrativas na Lei nº 14.133, de 2021, ou em outras leis de licitações e contratos da Administração Pública que também sejam tipificados como atos lesivos na Lei nº 12.846, de 2013, serão apurados e julgados conjuntamente, nos mesmos autos, observados o rito procedimental e autoridade competente definidos na referida Lei (art. 159).: [71, 1102, 573, 1115]
- paragraph: 7.1.4. Na hipótese de redução do preço registrado, o gerenciador comunicará aos órgãos e às entidades que tiverem firmado contratos decorrentes da ata de registro de preços para que avaliem a conveniência e a oportunidade de diligenciarem negociação com vistas à alteração contratual.: [584, 332, 1086, 345]
- table-cell: ÁLCOOL ETÍLICO 70% INPM, frasco de 1 litro, uso hospitalar: [1120, 1060, 1415, 1070]
- paragraph: 7.1.3. Se não obtiver êxito nas negociações, o órgão ou entidade gerenciadora procederá ao cancelamento da ata de registro de preços, adotando as medidas cabíveis para obtenção de contratação mais vantajosa.: [584, 324, 1015, 330]
- clause-heading: 9. CLÁUSULA NONA – OBRIGAÇÕES DO CONTRATADO (art. 92, XIV, XVI e XVII): [1097, 314, 1599, 323]
- paragraph-group: [1097, 785, 1599, 792]
- signatory-name: LUIZ FERNANDO FELIPE PINTO: [796, 1098, 874, 1105]
- paragraph-group: [584, 249, 1086, 280]
- paragraph: c) der causa à inexecução total do contrato;: [584, 791, 673, 797]
- paragraph: 8.2.6. Se não obtiver êxito nas negociações, o gerenciador procederá ao cancelamento da ata de registro de preços, adotando as medidas cabíveis para obtenção de contratação mais vantajosa.: [71, 220, 462, 226]
- paragraph-group: [584, 767, 1086, 878]
- paragraph: 2.2. O contrato decorrente da ata de registro de preços terá sua vigência estabelecida no próprio instrumento contratual.: [71, 1617, 316, 1623]
- table-cell: 1: [71, 1539, 100, 1548]
- paragraph: a) der causa à inexecução parcial do contrato;: [1097, 488, 1191, 494]
- paragraph: g) ensejar o retardamento da execução ou da entrega do objeto da contratação sem motivo justificado;: [71, 874, 280, 880]
- object-clause: 1.1. A presente Ata tem por objeto o REGISTRO DE PREÇOS PARA AQUISIÇÃO DE MATERIAIS DE LIMPEZA, PRODUTOS DE HIGIENE, EQUIPAMENTOS DE LIMPEZA E UTENSÍLIOS DOMÉSTICOS, DESTINADOS AO ATENDIMENTO DAS NECESSIDADES DA SECRETARIA MUNICIPAL DE SAÚDE, especificado(s) no(s) item(ns) do Termo de Referência, anexo do edital de Pregão nº 69/2025.: [584, 480, 1086, 492]
- table-cell: PÁ DE LIXO COM CABO longo, plástico resistente: [99, 1568, 354, 1578]
- paragraph: 10.4. Todas as sanções previstas neste Contrato poderão ser aplicadas cumulativamente com a multa.: [1097, 625, 1304, 631]
- paragraph: 6.1.3. Na hipótese de previsão no edital de cláusula de reajustamento ou repactuação sobre os preços registrados, nos termos da legislação aplicável.: [584, 273, 888, 279]
- signatory-name: HERMES ANTONIO SANTA RIVA: [795, 1074, 874, 1080]
- paragraph: 12.3. A ata de registro de preços poderá ser alterada em decorrência de revisão dos preços registrados, observado o art. 25 do Decreto nº 11.462, de 2023.: [1097, 766, 1411, 772]
- column-header: Marca: [1415, 1021, 1465, 1031]
- clause-heading: 11. CLÁUSULA DÉCIMA PRIMEIRA – OBRIGAÇÕES DO CONTRATANTE (art. 92, X, XI e XIV): [71, 462, 573, 470]
- table-cell: FLANELA PARA LIMPEZA 100% algodão, medindo 40 x 60 cm, cor laranja, com bordas costuradas: [606, 505, 919, 515]
- paragraph: 16.1. Incumbirá ao Contratante divulgar o presente instrumento no Portal Nacional de Contratações Públicas (PNCP), na forma prevista no art. 94 da Lei 14.133, de 2021, bem como no respectivo sítio oficial na Internet, em atenção ao art. 91, caput, da Lei nº 14.133, de 2021, e ao art. 8º, §2º, da Lei nº 12.527, de 2011.: [71, 1293, 573, 1306]
- clause-heading: 3. CLÁUSULA TERCEIRA – DO CADASTRO DE RESERVA: [71, 1626, 573, 1635]
- paragraph-group: [71, 1636, 573, 1643]
- table-cell: PCT: [959, 515, 980, 525]
- paragraph: 15.2. É vedado efetuar acréscimos nos quantitativos fixados na ata de registro de preços.: [584, 992, 766, 998]
- clause-heading: 2. CLÁUSULA SEGUNDA – DA VALIDADE DA ATA DE REGISTRO DE PREÇOS: [71, 1598, 573, 1607]
- paragraph: f) não celebrar o contrato ou não entregar a documentação exigida para a contratação, quando convocado dentro do prazo de validade de sua proposta;: [71, 866, 380, 872]
- paragraph: 10.5. Antes da aplicação da multa será facultada a defesa do interessado no prazo de 15 (quinze) dias úteis, contado da data de sua intimação.: [1097, 633, 1387, 639]
- table-cell: MAX: [1415, 1041, 1465, 1051]
- paragraph: 10.8. Na aplicação das sanções serão considerados: a natureza e a gravidade da infração cometida; as peculiaridades do caso concreto; as circunstâncias agravantes ou atenuantes; os danos que dela provierem para o Contratante; a implantação ou o aperfeiçoamento de programa de integridade.: [1097, 664, 1599, 677]
- table-cell: BRALIMPIA: [1415, 1090, 1465, 1100]
- paragraph-group: [71, 354, 573, 400]
- paragraph: 9.1. O registro do fornecedor será cancelado pelo gerenciador, quando o fornecedor:: [71, 240, 244, 246]
